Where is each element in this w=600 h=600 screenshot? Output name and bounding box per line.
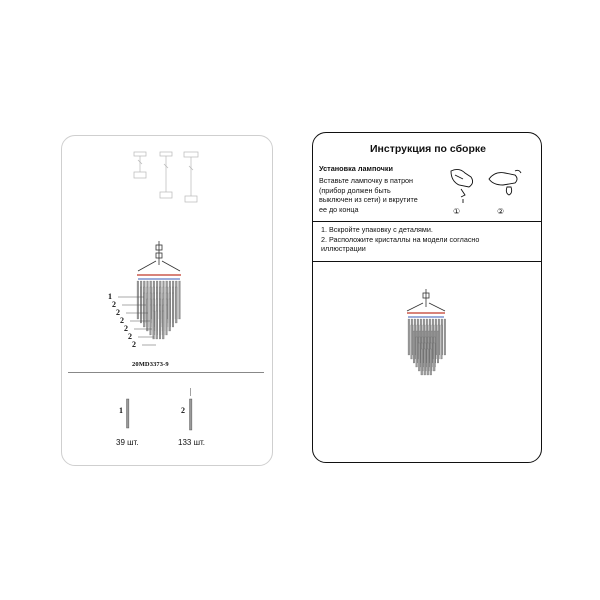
part-label: 2 <box>120 316 124 325</box>
part-number: 1 <box>119 406 123 415</box>
step-text: иллюстрации <box>321 244 366 254</box>
divider <box>313 221 541 222</box>
part-number: 2 <box>181 406 185 415</box>
step-text: 2. Расположите кристаллы на модели согласно <box>321 234 480 244</box>
instruction-line: (прибор должен быть <box>319 185 391 195</box>
part-label: 2 <box>116 308 120 317</box>
crystal-rod <box>421 349 423 375</box>
crystal-rod <box>418 343 420 371</box>
hand-screw-bulb-icon <box>485 165 525 205</box>
part-label: 2 <box>132 340 136 349</box>
part-2 <box>174 386 214 476</box>
crystal-rod <box>166 305 168 335</box>
crystal-rod <box>413 331 415 363</box>
step-label: ② <box>497 207 505 216</box>
crystal-rod <box>433 343 435 371</box>
assembly-steps <box>321 225 536 254</box>
crystal-rod <box>169 299 171 331</box>
crystal-rod <box>427 349 429 375</box>
page-title: Инструкция по сборке <box>370 143 486 155</box>
crystal-rod <box>437 331 439 363</box>
crystal-rod-icon <box>187 388 195 432</box>
part-1 <box>106 396 139 476</box>
crystal-rod <box>441 325 443 359</box>
part-count: 133 шт. <box>178 438 205 447</box>
right-page <box>312 132 542 463</box>
crystal-rod <box>179 281 181 319</box>
step-text: 1. Вскройте упаковку с деталями. <box>321 225 433 234</box>
part-label: 2 <box>124 324 128 333</box>
left-page <box>61 135 273 466</box>
crystal-rod <box>424 349 426 375</box>
crystal-rod <box>175 287 177 323</box>
crystal-rod <box>408 319 410 355</box>
assembled-chandelier-diagram <box>381 289 471 389</box>
crystal-rod <box>430 349 432 375</box>
instruction-line: ее до конца <box>319 204 359 214</box>
part-count: 39 шт. <box>116 438 139 447</box>
crystal-rod-icon <box>124 398 132 430</box>
crystal-rod <box>411 325 413 359</box>
suspension-options-illustration <box>130 150 210 206</box>
instruction-line: выключен из сети) и вкрутите <box>319 195 418 205</box>
crystal-rod <box>444 319 446 355</box>
crystal-rows <box>408 319 446 375</box>
model-code: 20MD3373-9 <box>132 361 169 368</box>
crystal-rod <box>416 337 418 367</box>
hand-insert-bulb-icon <box>445 165 481 205</box>
part-label: 2 <box>112 300 116 309</box>
bulb-instructions <box>319 176 449 214</box>
leader-lines <box>114 294 164 349</box>
part-label: 1 <box>108 292 112 301</box>
part-label: 2 <box>128 332 132 341</box>
divider <box>313 261 541 262</box>
step-label: ① <box>453 207 461 216</box>
bulb-section-heading: Установка лампочки <box>319 164 394 173</box>
divider <box>68 372 264 373</box>
instruction-line: Вставьте лампочку в патрон <box>319 176 414 185</box>
crystal-rod <box>172 293 174 327</box>
